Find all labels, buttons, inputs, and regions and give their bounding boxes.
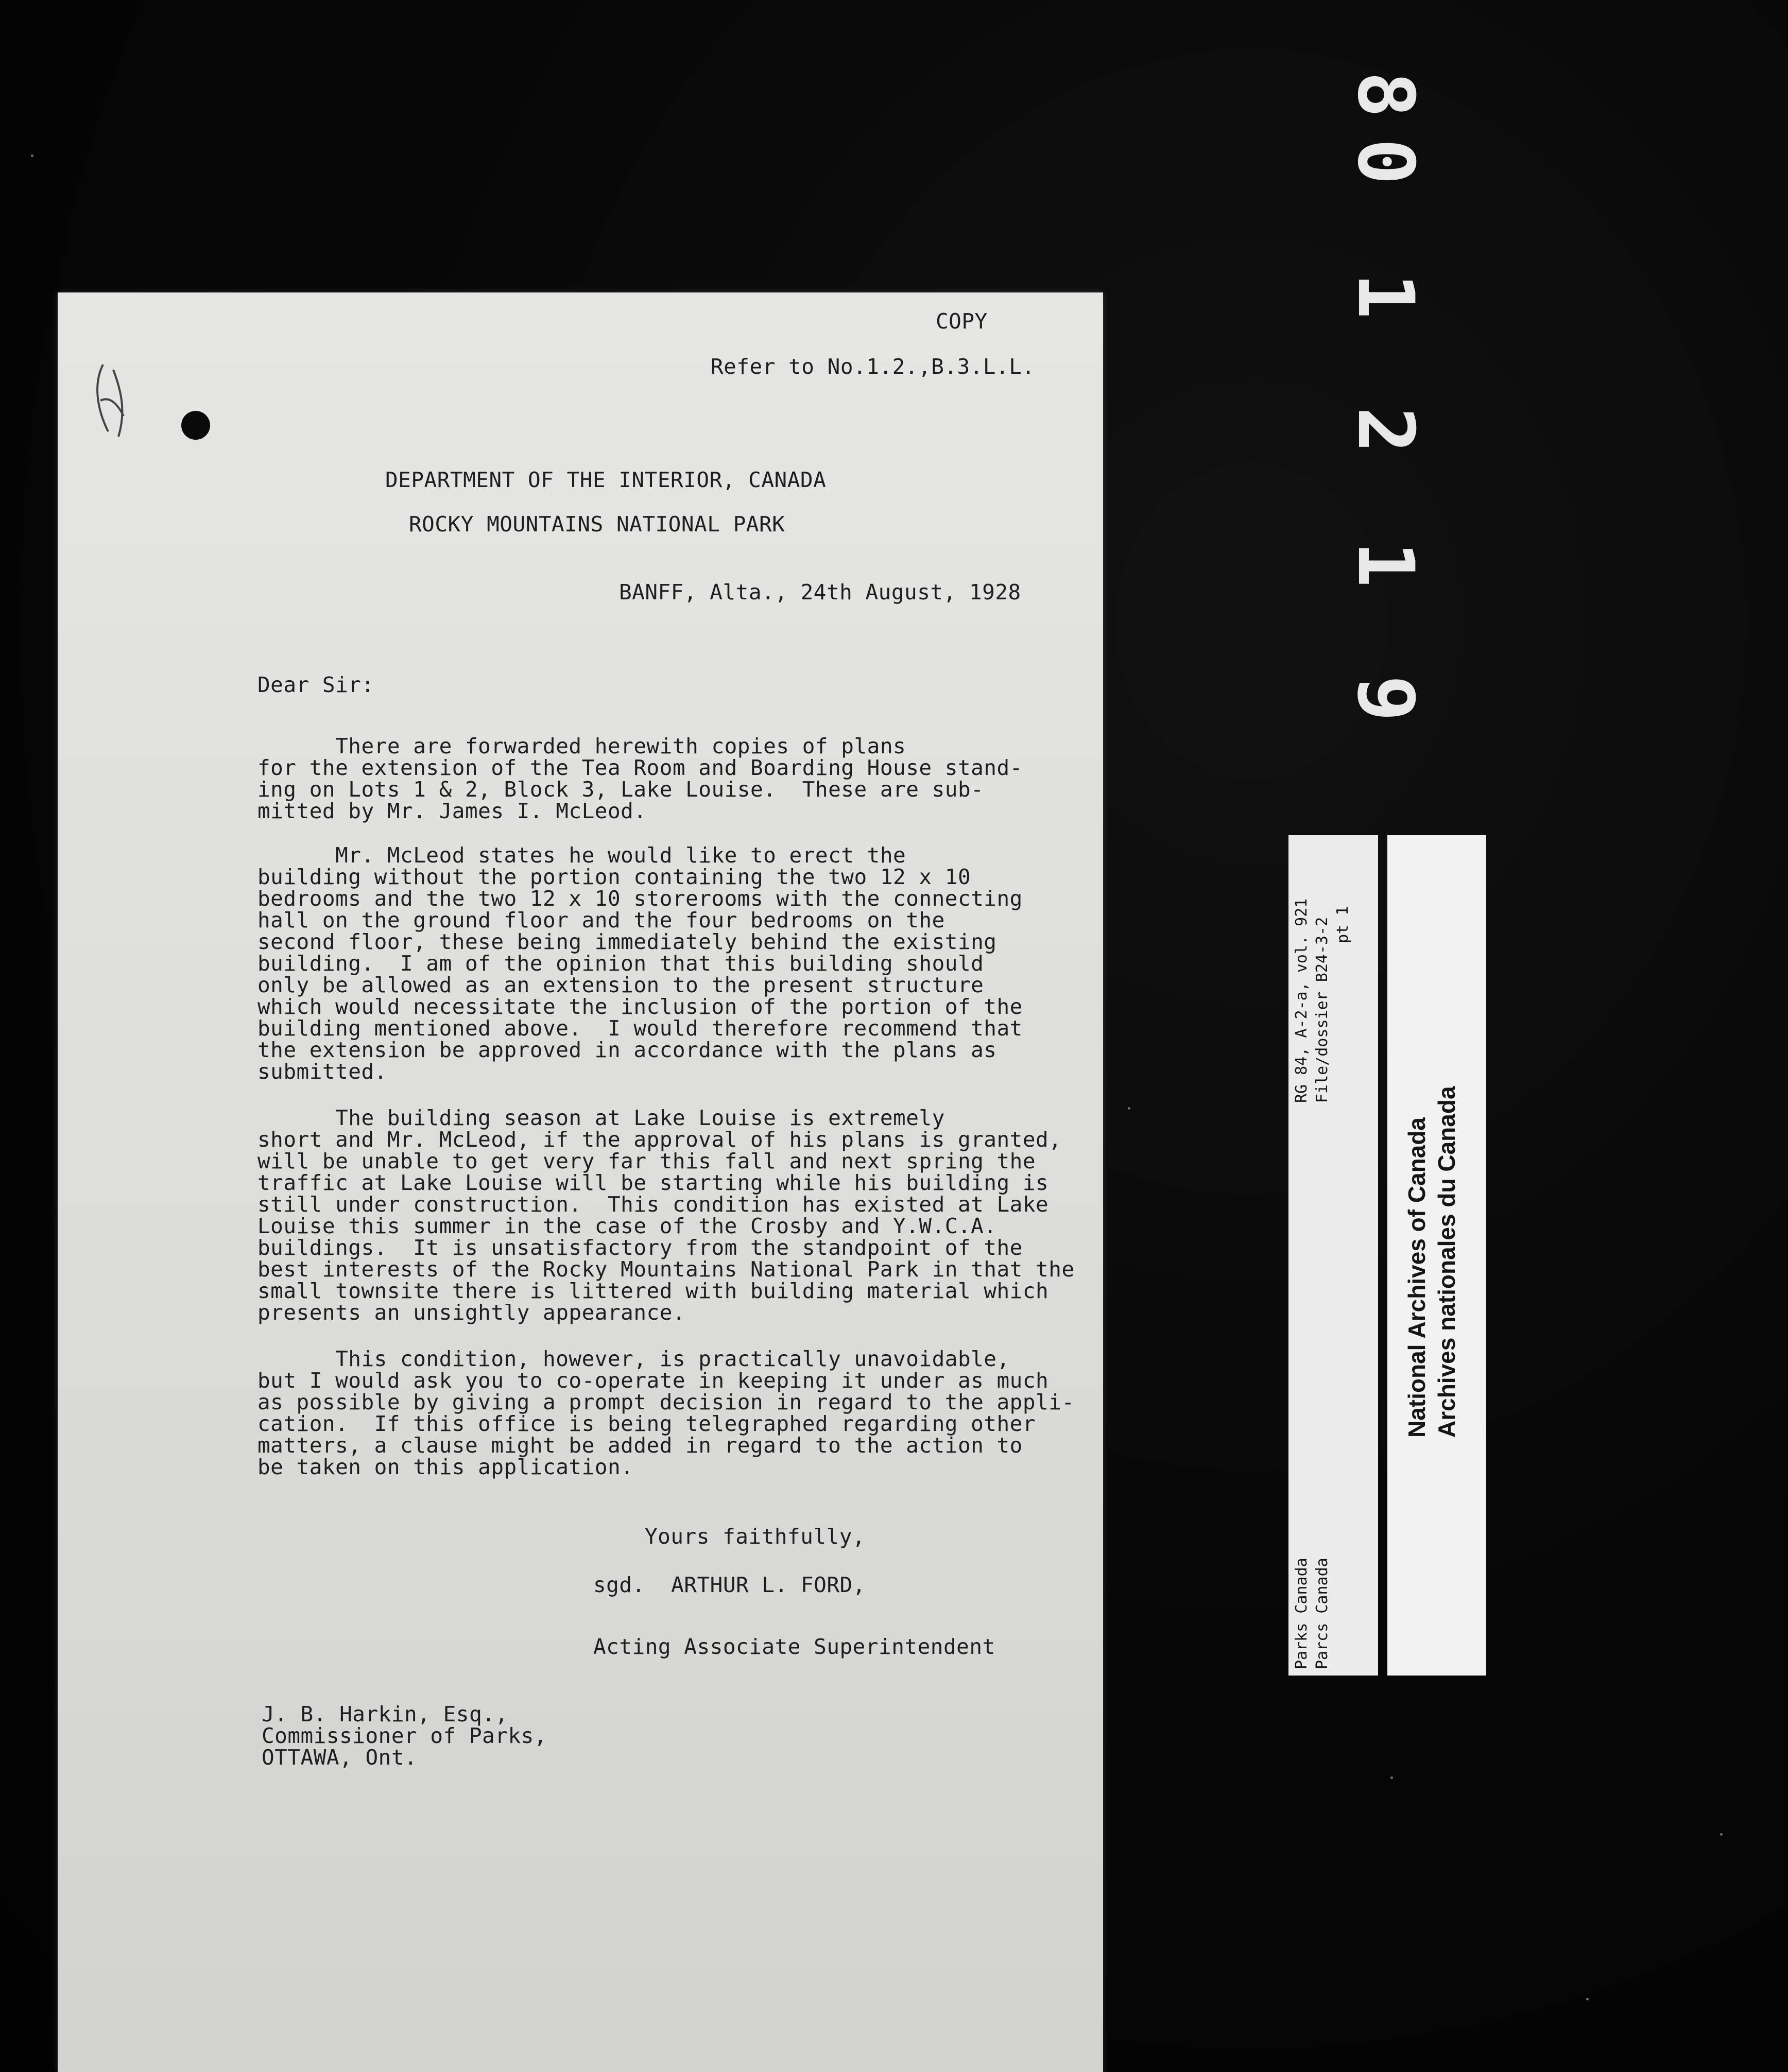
- text-line: building without the portion containing the two 12 x 10: [257, 865, 971, 889]
- film-speck: [1390, 1776, 1393, 1779]
- body-paragraph: [257, 1107, 1075, 1323]
- text-line: building. I am of the opinion that this building should: [257, 951, 984, 976]
- text-line: be taken on this application.: [257, 1455, 634, 1479]
- text-line: only be allowed as an extension to the present structure: [257, 973, 984, 997]
- frame-number: [1329, 71, 1442, 743]
- letterhead-department: DEPARTMENT OF THE INTERIOR, CANADA: [385, 468, 827, 492]
- body-paragraph: [257, 844, 1023, 1082]
- text-line: bedrooms and the two 12 x 10 storerooms with the connecting: [257, 886, 1023, 911]
- text-line: cation. If this office is being telegraphed regarding other: [257, 1411, 1036, 1436]
- film-speck: [1128, 1107, 1130, 1110]
- archive-reference-line1: RG 84, A-2-a, vol. 921: [1293, 898, 1311, 1103]
- text-line: building mentioned above. I would therefore recommend that: [257, 1016, 1023, 1041]
- text-line: Mr. McLeod states he would like to erect the: [257, 843, 906, 868]
- place-date: BANFF, Alta., 24th August, 1928: [619, 580, 1021, 605]
- text-line: traffic at Lake Louise will be starting while his building is: [257, 1170, 1049, 1195]
- archive-reference-line3: pt 1: [1334, 906, 1352, 943]
- text-line: ing on Lots 1 & 2, Block 3, Lake Louise. These are sub-: [257, 777, 984, 802]
- salutation: Dear Sir:: [257, 672, 374, 697]
- archive-reference-card: [1288, 835, 1378, 1676]
- text-line: buildings. It is unsatisfactory from the standpoint of the: [257, 1235, 1023, 1260]
- text-line: There are forwarded herewith copies of plans: [257, 734, 906, 758]
- reference-number: Refer to No.1.2.,B.3.L.L.: [711, 354, 1035, 379]
- body-paragraph: [257, 735, 1023, 822]
- text-line: second floor, these being immediately behind the existing: [257, 929, 997, 954]
- text-line: mitted by Mr. James I. McLeod.: [257, 799, 647, 823]
- text-line: The building season at Lake Louise is extremely: [257, 1106, 945, 1130]
- text-line: as possible by giving a prompt decision in regard to the appli-: [257, 1390, 1075, 1414]
- text-line: matters, a clause might be added in regard to the action to: [257, 1433, 1023, 1458]
- addressee-name: J. B. Harkin, Esq.,: [262, 1702, 508, 1726]
- addressee-title: Commissioner of Parks,: [262, 1723, 547, 1748]
- addressee-city: OTTAWA, Ont.: [262, 1745, 418, 1770]
- frame-number-text: 80 1 2 1 9: [1340, 71, 1430, 743]
- film-speck: [1586, 1998, 1589, 2000]
- archives-name-en: National Archives of Canada: [1403, 1117, 1430, 1438]
- film-speck: [31, 154, 33, 157]
- archives-name-fr: Archives nationales du Canada: [1433, 1086, 1460, 1438]
- text-line: which would necessitate the inclusion of the portion of the: [257, 994, 1023, 1019]
- text-line: Louise this summer in the case of the Crosby and Y.W.C.A.: [257, 1214, 997, 1238]
- signature: sgd. ARTHUR L. FORD,: [593, 1573, 866, 1597]
- text-line: still under construction. This condition has existed at Lake: [257, 1192, 1049, 1217]
- agency-name-fr: Parcs Canada: [1313, 1558, 1331, 1669]
- text-line: This condition, however, is practically unavoidable,: [257, 1346, 1010, 1371]
- archive-reference-line2: File/dossier B24-3-2: [1313, 917, 1331, 1103]
- copy-mark: COPY: [936, 309, 988, 334]
- text-line: submitted.: [257, 1059, 387, 1084]
- letterhead-park: ROCKY MOUNTAINS NATIONAL PARK: [409, 512, 785, 537]
- agency-name-en: Parks Canada: [1293, 1558, 1311, 1669]
- text-line: presents an unsightly appearance.: [257, 1300, 686, 1325]
- body-paragraph: [257, 1348, 1075, 1478]
- text-line: hall on the ground floor and the four bedrooms on the: [257, 908, 945, 933]
- text-line: the extension be approved in accordance with the plans as: [257, 1038, 997, 1062]
- text-line: for the extension of the Tea Room and Boarding House stand-: [257, 755, 1023, 780]
- handwritten-mark: [82, 354, 139, 452]
- punch-hole: [181, 411, 210, 440]
- film-speck: [1720, 1833, 1723, 1836]
- closing: Yours faithfully,: [645, 1524, 866, 1549]
- letter-page: [58, 292, 1103, 2072]
- text-line: short and Mr. McLeod, if the approval of his plans is granted,: [257, 1127, 1062, 1152]
- signer-title: Acting Associate Superintendent: [593, 1634, 995, 1659]
- text-line: will be unable to get very far this fall and next spring the: [257, 1149, 1036, 1173]
- text-line: small townsite there is littered with building material which: [257, 1279, 1049, 1303]
- archives-name-card: [1387, 835, 1486, 1676]
- text-line: but I would ask you to co-operate in keeping it under as much: [257, 1368, 1049, 1393]
- addressee-block: [262, 1703, 547, 1768]
- text-line: best interests of the Rocky Mountains National Park in that the: [257, 1257, 1075, 1282]
